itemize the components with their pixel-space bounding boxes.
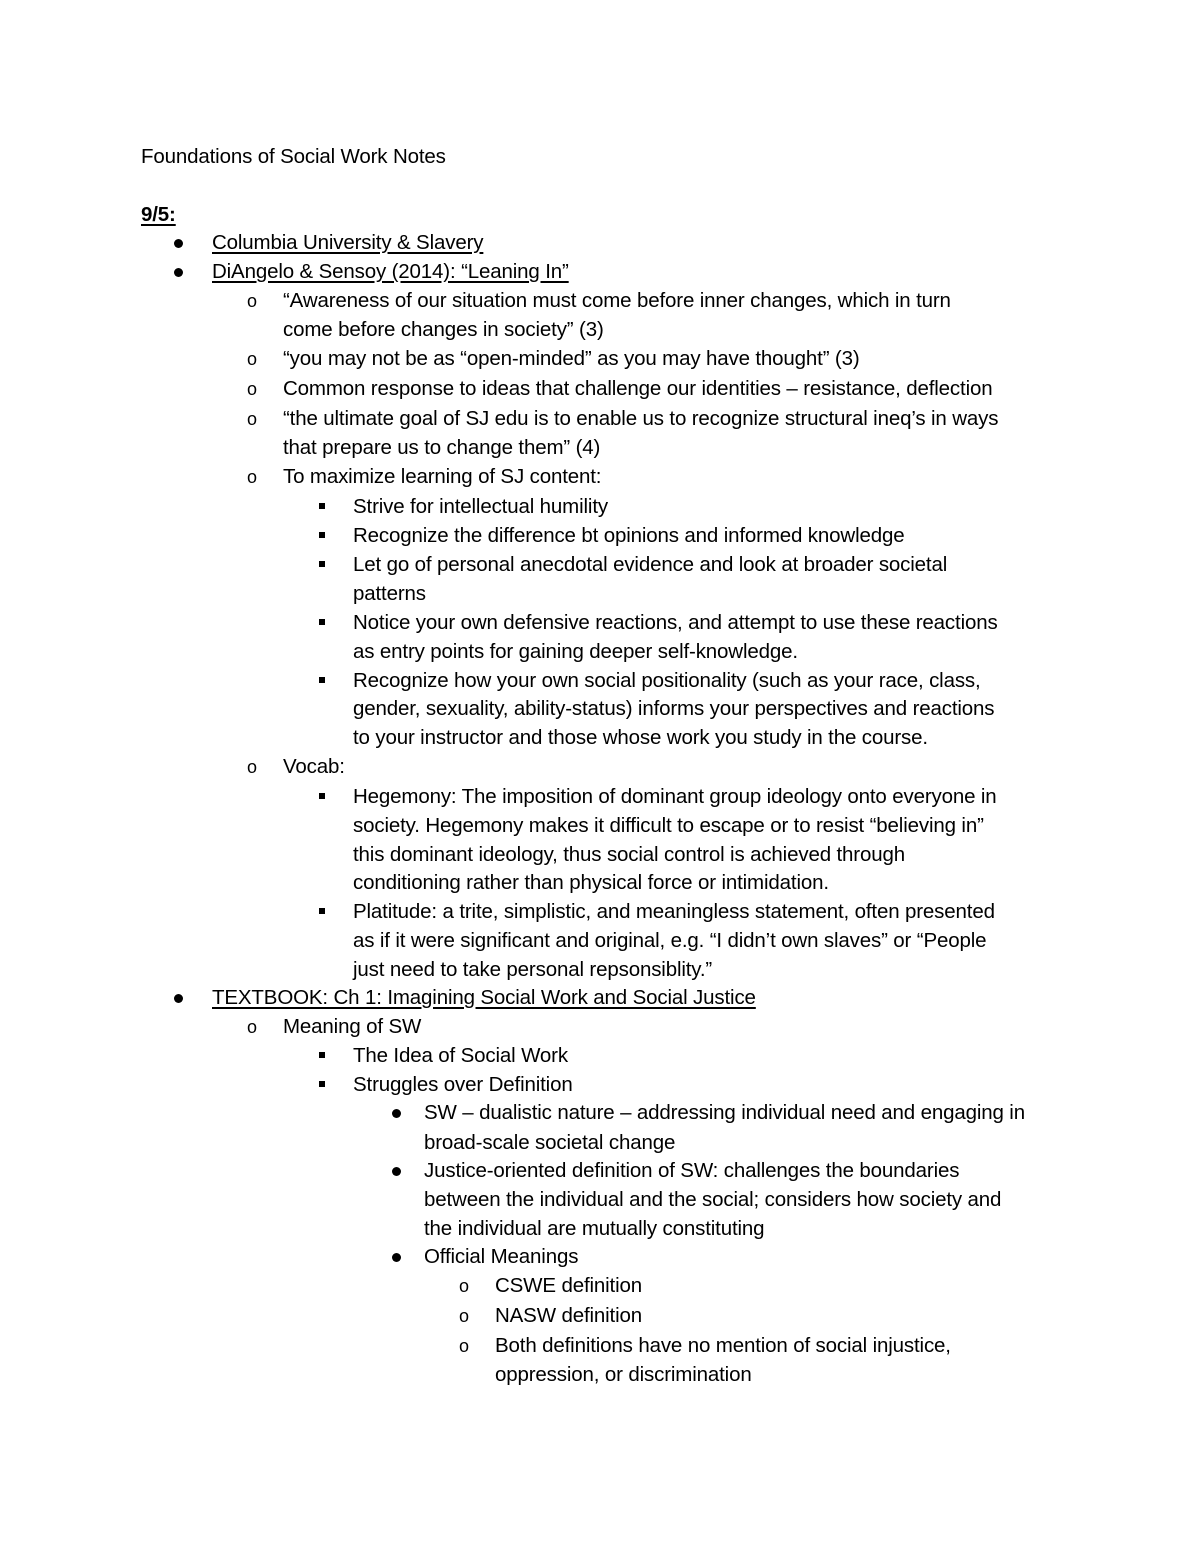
circle-bullet-icon: o bbox=[459, 1336, 470, 1356]
circle-bullet-icon: o bbox=[247, 467, 258, 487]
list-item-text: To maximize learning of SJ content: bbox=[283, 465, 602, 488]
list-item-text: “the ultimate goal of SJ edu is to enable us to recognize structural ineq’s in ways bbox=[283, 407, 999, 430]
list-item-text: Let go of personal anecdotal evidence and look at broader societal bbox=[353, 553, 948, 576]
square-bullet-icon bbox=[319, 532, 325, 538]
list-item-text: Platitude: a trite, simplistic, and meaningless statement, often presented bbox=[353, 900, 995, 923]
square-bullet-icon bbox=[319, 908, 325, 914]
bullet-icon bbox=[174, 994, 183, 1003]
square-bullet-icon bbox=[319, 677, 325, 683]
circle-bullet-icon: o bbox=[459, 1306, 470, 1326]
list-item-text: Official Meanings bbox=[424, 1245, 579, 1268]
list-item-columbia: Columbia University & Slavery bbox=[212, 231, 484, 254]
bullet-icon bbox=[392, 1167, 401, 1176]
list-item-text: gender, sexuality, ability-status) informs your perspectives and reactions bbox=[353, 697, 995, 720]
circle-bullet-icon: o bbox=[247, 409, 258, 429]
list-item-text: the individual are mutually constituting bbox=[424, 1217, 765, 1240]
list-item-text: patterns bbox=[353, 582, 426, 605]
list-item-text: just need to take personal repsonsiblity.” bbox=[353, 958, 713, 981]
list-item-diangelo: DiAngelo & Sensoy (2014): “Leaning In” bbox=[212, 260, 569, 283]
list-item-text: Justice-oriented definition of SW: challenges the boundaries bbox=[424, 1159, 960, 1182]
bullet-icon bbox=[392, 1109, 401, 1118]
list-item-text: as entry points for gaining deeper self-knowledge. bbox=[353, 640, 798, 663]
list-item-text: SW – dualistic nature – addressing individual need and engaging in bbox=[424, 1101, 1025, 1124]
list-item-text: Meaning of SW bbox=[283, 1015, 422, 1038]
list-item-text: that prepare us to change them” (4) bbox=[283, 436, 601, 459]
list-item-text: Common response to ideas that challenge our identities – resistance, deflection bbox=[283, 377, 993, 400]
circle-bullet-icon: o bbox=[247, 757, 258, 777]
list-item-text: Hegemony: The imposition of dominant group ideology onto everyone in bbox=[353, 785, 997, 808]
list-item-text: between the individual and the social; considers how society and bbox=[424, 1188, 1002, 1211]
list-item-text: Recognize how your own social positionality (such as your race, class, bbox=[353, 669, 981, 692]
circle-bullet-icon: o bbox=[247, 379, 258, 399]
square-bullet-icon bbox=[319, 793, 325, 799]
square-bullet-icon bbox=[319, 619, 325, 625]
list-item-text: conditioning rather than physical force or intimidation. bbox=[353, 871, 829, 894]
circle-bullet-icon: o bbox=[247, 349, 258, 369]
list-item-text: this dominant ideology, thus social control is achieved through bbox=[353, 843, 905, 866]
circle-bullet-icon: o bbox=[459, 1276, 470, 1296]
list-item-text: Vocab: bbox=[283, 755, 345, 778]
square-bullet-icon bbox=[319, 1052, 325, 1058]
square-bullet-icon bbox=[319, 561, 325, 567]
list-item-text: “you may not be as “open-minded” as you may have thought” (3) bbox=[283, 347, 860, 370]
list-item-text: as if it were significant and original, e.g. “I didn’t own slaves” or “People bbox=[353, 929, 987, 952]
list-item-text: “Awareness of our situation must come before inner changes, which in turn bbox=[283, 289, 951, 312]
list-item-text: NASW definition bbox=[495, 1304, 643, 1327]
square-bullet-icon bbox=[319, 1081, 325, 1087]
list-item-text: Strive for intellectual humility bbox=[353, 495, 608, 518]
list-item-text: oppression, or discrimination bbox=[495, 1363, 752, 1386]
square-bullet-icon bbox=[319, 503, 325, 509]
document-title: Foundations of Social Work Notes bbox=[141, 145, 446, 168]
bullet-icon bbox=[392, 1253, 401, 1262]
circle-bullet-icon: o bbox=[247, 291, 258, 311]
list-item-text: The Idea of Social Work bbox=[353, 1044, 568, 1067]
bullet-icon bbox=[174, 268, 183, 277]
list-item-text: to your instructor and those whose work you study in the course. bbox=[353, 726, 928, 749]
list-item-text: Notice your own defensive reactions, and attempt to use these reactions bbox=[353, 611, 998, 634]
list-item-text: come before changes in society” (3) bbox=[283, 318, 604, 341]
bullet-icon bbox=[174, 239, 183, 248]
circle-bullet-icon: o bbox=[247, 1017, 258, 1037]
list-item-textbook: TEXTBOOK: Ch 1: Imagining Social Work and Social Justice bbox=[212, 986, 756, 1009]
list-item-text: Recognize the difference bt opinions and informed knowledge bbox=[353, 524, 905, 547]
date-heading: 9/5: bbox=[141, 203, 176, 226]
list-item-text: Struggles over Definition bbox=[353, 1073, 573, 1096]
list-item-text: broad-scale societal change bbox=[424, 1131, 676, 1154]
list-item-text: CSWE definition bbox=[495, 1274, 643, 1297]
list-item-text: Both definitions have no mention of social injustice, bbox=[495, 1334, 951, 1357]
list-item-text: society. Hegemony makes it difficult to escape or to resist “believing in” bbox=[353, 814, 984, 837]
